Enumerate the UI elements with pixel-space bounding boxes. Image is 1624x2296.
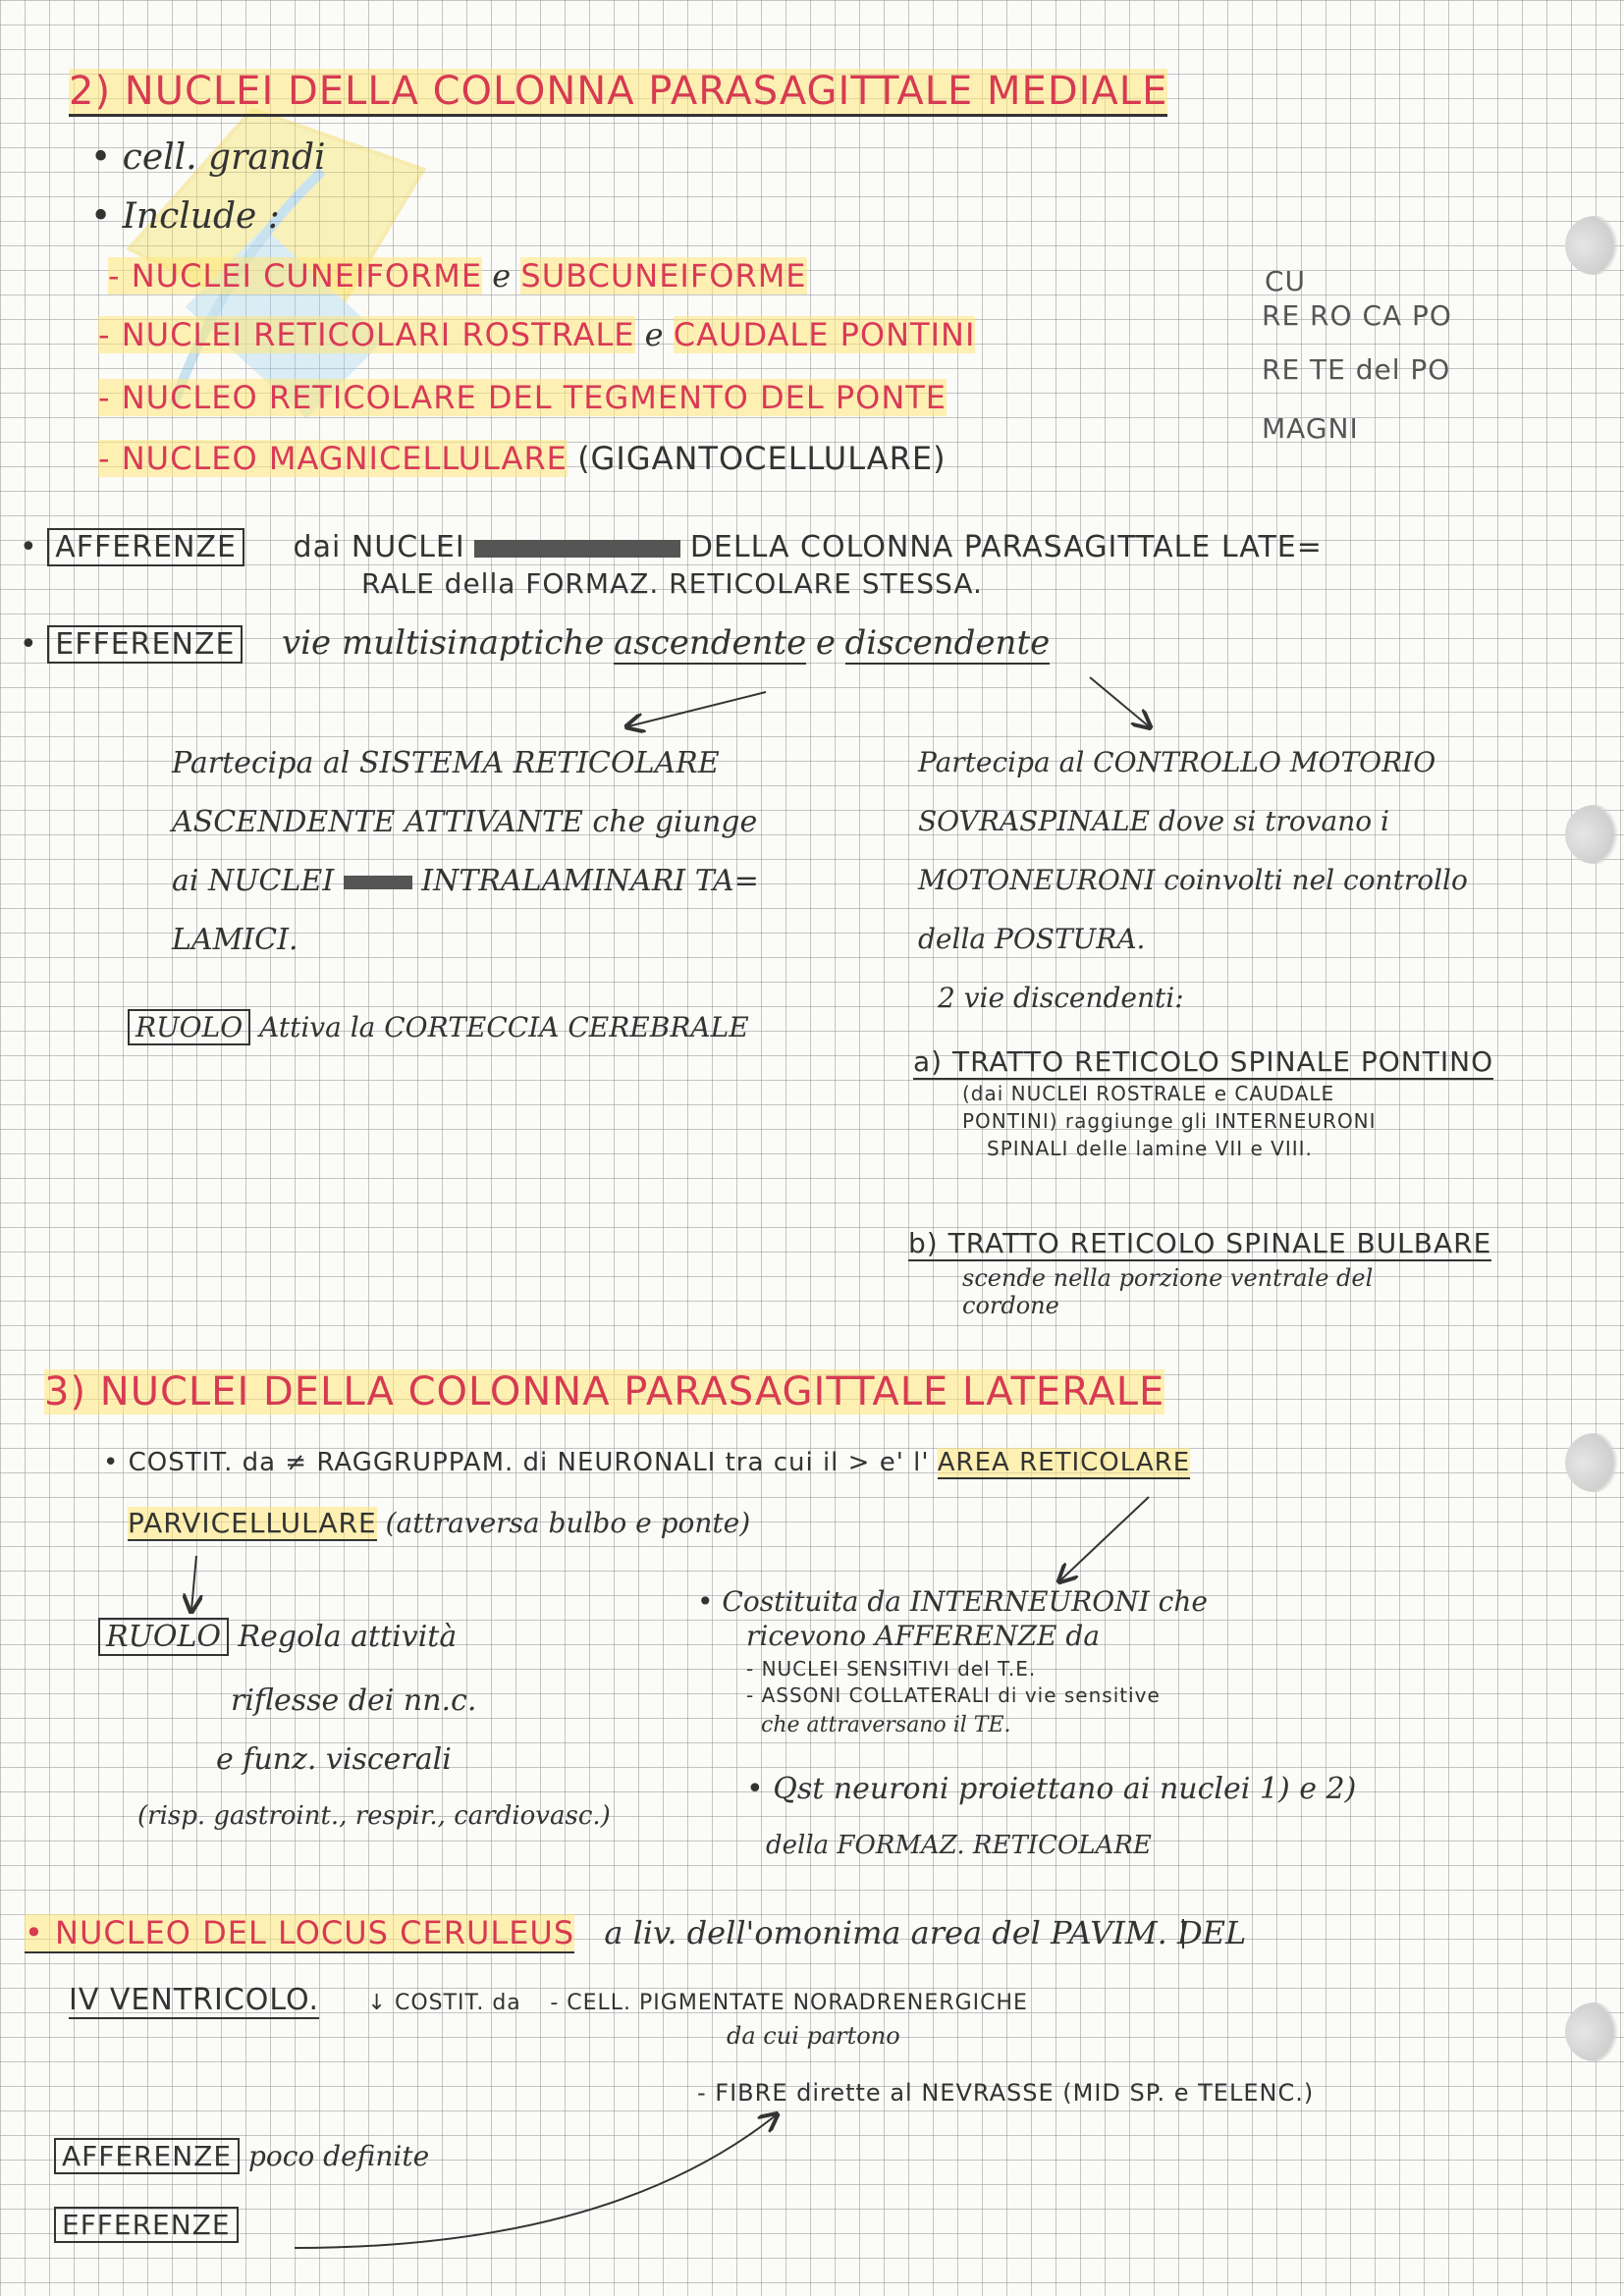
locus-line3: da cui partono — [727, 2022, 900, 2050]
mnemonic-2: RE RO CA PO — [1262, 299, 1452, 332]
sec3-right-7: della FORMAZ. RETICOLARE — [766, 1831, 1152, 1860]
text: INTRALAMINARI TA= — [421, 864, 759, 898]
efferenze-text: e — [815, 623, 836, 663]
locus-title: • NUCLEO DEL LOCUS CERULEUS — [25, 1914, 575, 1951]
afferenze-text: DELLA COLONNA PARASAGITTALE LATE= — [689, 530, 1323, 564]
tract-a-line1: (dai NUCLEI ROSTRALE e CAUDALE — [962, 1082, 1335, 1105]
left-branch-line1: Partecipa al SISTEMA RETICOLARE — [172, 746, 720, 780]
left-branch-line3 — [172, 864, 759, 898]
tract-a-line3: SPINALI delle lamine VII e VIII. — [987, 1137, 1313, 1160]
left-branch-line4: LAMICI. — [172, 923, 298, 957]
ruolo-row-1 — [128, 1011, 749, 1043]
text: ↓ COSTIT. da — [367, 1991, 521, 2015]
text: - CELL. PIGMENTATE NORADRENERGICHE — [550, 1991, 1028, 2015]
efferenze-text: ascendente — [613, 623, 807, 663]
item-conj: e — [644, 316, 664, 353]
mnemonic-1: CU — [1265, 265, 1307, 297]
text: (attraversa bulbo e ponte) — [385, 1507, 751, 1539]
highlight-text: AREA RETICOLARE — [937, 1448, 1191, 1477]
right-branch-line2: SOVRASPINALE dove si trovano i — [918, 805, 1389, 837]
ruolo-row-2 — [98, 1620, 457, 1654]
afferenze-text-line2: RALE della FORMAZ. RETICOLARE STESSA. — [361, 567, 983, 600]
ruolo-text: Attiva la CORTECCIA CEREBRALE — [259, 1011, 749, 1043]
locus-line1 — [25, 1914, 1246, 1951]
bullet-include: • Include : — [90, 196, 280, 237]
locus-efferenze — [54, 2209, 239, 2241]
sec3-right-5: che attraversano il TE. — [761, 1713, 1011, 1737]
afferenze-label: AFFERENZE — [54, 2138, 240, 2174]
ruolo-text: Regola attività — [238, 1620, 458, 1654]
ruolo-label: RUOLO — [128, 1009, 250, 1045]
sec3-line2 — [128, 1507, 750, 1539]
efferenze-text: vie multisinaptiche — [281, 623, 605, 663]
right-branch-line4: della POSTURA. — [918, 923, 1146, 955]
sec3-line1 — [103, 1448, 1190, 1477]
item-text: - NUCLEO MAGNICELLULARE — [98, 440, 568, 477]
bullet: • — [20, 627, 38, 662]
section3-title: 3) NUCLEI DELLA COLONNA PARASAGITTALE LATERALE — [44, 1369, 1165, 1415]
right-branch-line3: MOTONEURONI coinvolti nel controllo — [918, 864, 1468, 896]
sec3-right-3: - NUCLEI SENSITIVI del T.E. — [746, 1657, 1037, 1681]
section2-title: 2) NUCLEI DELLA COLONNA PARASAGITTALE MEDIALE — [69, 69, 1167, 117]
ruolo-label: RUOLO — [98, 1618, 229, 1656]
include-item-3: - NUCLEO RETICOLARE DEL TEGMENTO DEL PONTE — [98, 379, 947, 416]
mnemonic-4: MAGNI — [1262, 412, 1359, 445]
item-text: SUBCUNEIFORME — [520, 257, 807, 294]
efferenze-label: EFFERENZE — [54, 2207, 239, 2243]
scribble — [344, 876, 412, 889]
item-conj: e — [492, 257, 512, 294]
left-branch-line2: ASCENDENTE ATTIVANTE che giunge — [172, 805, 758, 839]
text: IV VENTRICOLO. — [69, 1983, 319, 2017]
ruolo-line3: e funz. viscerali — [216, 1742, 452, 1777]
sec3-right-6: • Qst neuroni proiettano ai nuclei 1) e 2) — [746, 1772, 1357, 1806]
text: ai NUCLEI — [172, 864, 335, 898]
highlight-text: PARVICELLULARE — [128, 1507, 377, 1539]
tract-a-line2: PONTINI) raggiunge gli INTERNEURONI — [962, 1109, 1377, 1133]
right-branch-line1: Partecipa al CONTROLLO MOTORIO — [918, 746, 1436, 778]
text: a liv. dell'omonima area del PAVIM. DEL — [604, 1914, 1247, 1951]
right-branch-line5: 2 vie discendenti: — [938, 982, 1184, 1014]
sec3-right-1: • Costituita da INTERNEURONI che — [697, 1585, 1208, 1618]
item-text: CAUDALE PONTINI — [673, 316, 976, 353]
locus-line2 — [69, 1983, 1028, 2017]
efferenze-text: discendente — [844, 623, 1051, 663]
efferenze-label: EFFERENZE — [47, 625, 243, 664]
sec3-right-4: - ASSONI COLLATERALI di vie sensitive — [746, 1683, 1161, 1707]
tract-a-title: a) TRATTO RETICOLO SPINALE PONTINO — [913, 1045, 1494, 1078]
bullet-cell-grandi: • cell. grandi — [90, 137, 326, 178]
locus-afferenze — [54, 2140, 429, 2172]
ruolo-line2: riflesse dei nn.c. — [231, 1683, 477, 1718]
tract-b-line1: scende nella porzione ventrale del — [962, 1264, 1374, 1292]
ruolo-line4: (risp. gastroint., respir., cardiovasc.) — [137, 1801, 611, 1831]
tract-b-title: b) TRATTO RETICOLO SPINALE BULBARE — [908, 1227, 1492, 1259]
afferenze-text: poco definite — [247, 2140, 430, 2172]
sec3-right-2: ricevono AFFERENZE da — [746, 1620, 1101, 1652]
locus-line4: - FIBRE dirette al NEVRASSE (MID SP. e TELENC.) — [697, 2079, 1315, 2107]
item-note: (GIGANTOCELLULARE) — [577, 440, 947, 477]
bullet: • — [20, 530, 38, 564]
afferenze-label: AFFERENZE — [47, 528, 244, 566]
afferenze-text: dai NUCLEI — [293, 530, 465, 564]
item-text: - NUCLEI RETICOLARI ROSTRALE — [98, 316, 635, 353]
mnemonic-3: RE TE del PO — [1262, 353, 1451, 386]
text: • COSTIT. da ≠ RAGGRUPPAM. di NEURONALI tra cui il > e' l' — [103, 1448, 930, 1477]
item-text: - NUCLEI CUNEIFORME — [108, 257, 483, 294]
tract-b-line2: cordone — [962, 1292, 1059, 1319]
